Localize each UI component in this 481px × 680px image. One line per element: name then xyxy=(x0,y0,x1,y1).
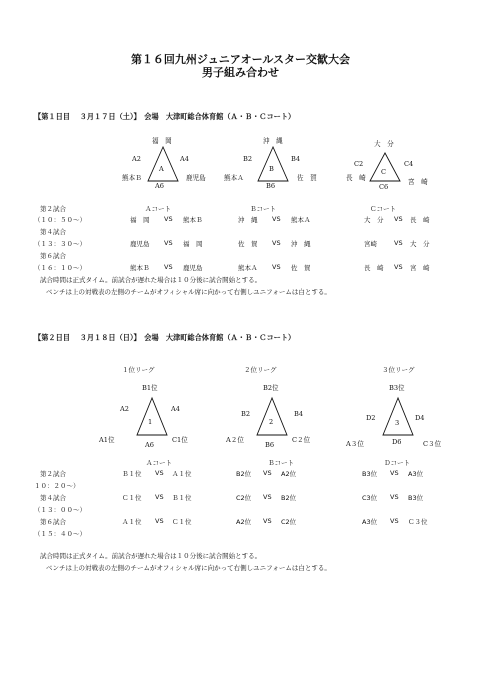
team-home: Ｃ１位 xyxy=(122,494,142,502)
group-a-tl: A2 xyxy=(132,155,141,163)
vs-label: VS xyxy=(155,469,164,477)
day2-triangle-1 xyxy=(137,398,167,435)
team-away: 佐 賀 xyxy=(291,264,311,272)
day2-match-time: （１３：００～） xyxy=(34,506,86,514)
league-3-top: B3位 xyxy=(389,384,405,392)
group-a-center: A xyxy=(159,165,164,173)
day1-court-a: Ａコート xyxy=(145,205,171,213)
league-2-name: ２位リーグ xyxy=(244,366,277,374)
vs-label: VS xyxy=(164,263,173,271)
group-a-left-team: 熊本Ｂ xyxy=(122,174,142,182)
team-away: B2位 xyxy=(281,494,297,502)
day1-header: 【第１日目 ３月１７日（土）】 会場 大津町総合体育館（Ａ・Ｂ・Ｃコート） xyxy=(34,112,296,121)
day2-match-time: （１５：４０～） xyxy=(34,530,86,538)
group-a-bottom: A6 xyxy=(155,182,164,190)
group-a-tr: A4 xyxy=(180,155,189,163)
team-away: A2位 xyxy=(281,470,297,478)
vs-label: VS xyxy=(394,239,403,247)
team-home: 沖 縄 xyxy=(238,216,258,224)
page-title: 第１６回九州ジュニアオールスター交歓大会 xyxy=(130,53,351,66)
day2-header: 【第２日目 ３月１８日（日）】 会場 大津町総合体育館（Ａ・Ｂ・Ｃコート） xyxy=(34,333,296,342)
group-b-tl: B2 xyxy=(243,155,253,163)
team-home: 宮崎 xyxy=(364,240,377,248)
day1-court-b: Ｂコート xyxy=(250,205,276,213)
day2-note-time: 試合時間は正式タイム。前試合が遅れた場合は１０分後に試合開始とする。 xyxy=(40,552,262,560)
group-b-tr: B4 xyxy=(291,155,301,163)
team-away: Ｃ３位 xyxy=(408,518,428,526)
vs-label: VS xyxy=(390,469,399,477)
group-c-center: C xyxy=(381,168,387,176)
vs-label: VS xyxy=(272,263,281,271)
team-away: A3位 xyxy=(408,470,424,478)
team-home: 大 分 xyxy=(364,216,384,224)
group-c-tl: C2 xyxy=(354,160,364,168)
day2-court-d: Ｄコート xyxy=(384,459,410,467)
team-away: B3位 xyxy=(408,494,424,502)
team-home: 長 崎 xyxy=(364,264,384,272)
team-away: 宮 崎 xyxy=(410,264,430,272)
group-c-tr: C4 xyxy=(404,160,414,168)
group-c-bottom: C6 xyxy=(379,183,389,191)
vs-label: VS xyxy=(272,239,281,247)
team-home: C3位 xyxy=(362,494,378,502)
group-a-right-team: 鹿児島 xyxy=(186,174,206,182)
league-3-center: 3 xyxy=(395,419,400,427)
day1-match-time: （１３：３０～） xyxy=(34,240,86,248)
league-3-tl: D2 xyxy=(366,414,376,422)
league-2-tr: B4 xyxy=(294,410,304,418)
day1-match-time: （１６：１０～） xyxy=(34,264,86,272)
group-c-top: 大 分 xyxy=(374,140,394,148)
day2-court-a: Ａコート xyxy=(146,459,172,467)
league-1-right: C1位 xyxy=(172,436,188,444)
league-3-tr: D4 xyxy=(415,414,425,422)
team-home: A2位 xyxy=(236,518,252,526)
league-1-name: １位リーグ xyxy=(122,366,155,374)
league-2-right: C２位 xyxy=(292,436,311,444)
league-1-tr: A4 xyxy=(171,405,180,413)
league-2-bottom: B6 xyxy=(265,441,275,449)
vs-label: VS xyxy=(390,517,399,525)
team-away: Ｃ１位 xyxy=(172,518,192,526)
day1-triangle-b xyxy=(258,147,288,181)
vs-label: VS xyxy=(394,263,403,271)
team-away: 長 崎 xyxy=(410,216,430,224)
team-away: 鹿児島 xyxy=(183,264,203,272)
team-home: 熊本Ｂ xyxy=(130,264,150,272)
group-b-top: 沖 縄 xyxy=(263,137,283,145)
league-2-top: B2位 xyxy=(263,384,279,392)
day1-match-time: （１０：５０～） xyxy=(34,216,86,224)
team-away: 大 分 xyxy=(410,240,430,248)
group-a-top: 福 岡 xyxy=(152,137,172,145)
team-home: A3位 xyxy=(362,518,378,526)
day1-triangle-a xyxy=(148,147,178,181)
group-b-right-team: 佐 賀 xyxy=(297,174,317,182)
league-1-left: A1位 xyxy=(99,436,115,444)
team-away: 熊本Ａ xyxy=(291,216,311,224)
day2-triangle-2 xyxy=(257,398,287,435)
vs-label: VS xyxy=(272,215,281,223)
league-3-left: A３位 xyxy=(346,440,364,448)
team-away: C2位 xyxy=(281,518,297,526)
vs-label: VS xyxy=(263,493,272,501)
day2-match-label: 第６試合 xyxy=(40,518,66,526)
page-subtitle: 男子組み合わせ xyxy=(202,66,279,79)
day1-court-c: Ｃコート xyxy=(370,205,396,213)
team-away: Ａ１位 xyxy=(172,470,192,478)
group-c-right-team: 宮 崎 xyxy=(408,178,428,186)
day2-court-b: Ｂコート xyxy=(268,459,294,467)
vs-label: VS xyxy=(164,239,173,247)
vs-label: VS xyxy=(155,517,164,525)
group-c-left-team: 長 崎 xyxy=(346,174,366,182)
day2-match-label: 第２試合 xyxy=(40,470,66,478)
day1-match-label: 第２試合 xyxy=(40,205,66,213)
team-home: Ａ１位 xyxy=(122,518,142,526)
team-home: 熊本Ａ xyxy=(238,264,258,272)
group-b-center: B xyxy=(269,165,274,173)
team-away: 熊本Ｂ xyxy=(183,216,203,224)
league-1-top: B1位 xyxy=(142,384,158,392)
league-2-center: 2 xyxy=(269,418,274,426)
team-home: B2位 xyxy=(236,470,252,478)
day1-triangle-c xyxy=(370,153,400,181)
league-1-bottom: A6 xyxy=(145,441,154,449)
day2-match-time: １０：２０～） xyxy=(34,482,80,490)
vs-label: VS xyxy=(155,493,164,501)
team-home: Ｂ１位 xyxy=(122,470,142,478)
team-home: 佐 賀 xyxy=(238,240,258,248)
vs-label: VS xyxy=(390,493,399,501)
league-1-center: 1 xyxy=(148,418,153,426)
team-away: Ｂ１位 xyxy=(172,494,192,502)
vs-label: VS xyxy=(394,215,403,223)
league-3-name: ３位リーグ xyxy=(382,366,415,374)
team-home: C2位 xyxy=(236,494,252,502)
team-away: 福 岡 xyxy=(183,240,203,248)
league-2-tl: B2 xyxy=(241,410,251,418)
day1-note-bench: ベンチは上の対戦表の左側のチームがオフィシャル席に向かって右側しユニフォームは白とする。 xyxy=(46,288,331,296)
vs-label: VS xyxy=(263,517,272,525)
team-away: 沖 縄 xyxy=(291,240,311,248)
vs-label: VS xyxy=(164,215,173,223)
day1-match-label: 第４試合 xyxy=(40,228,66,236)
group-b-left-team: 熊本Ａ xyxy=(224,174,244,182)
vs-label: VS xyxy=(263,469,272,477)
team-home: 鹿児島 xyxy=(130,240,150,248)
day2-match-label: 第４試合 xyxy=(40,494,66,502)
league-2-left: A２位 xyxy=(226,436,244,444)
team-home: B3位 xyxy=(362,470,378,478)
day1-match-label: 第６試合 xyxy=(40,252,66,260)
league-3-bottom: D6 xyxy=(392,438,402,446)
league-1-tl: A2 xyxy=(120,405,129,413)
group-b-bottom: B6 xyxy=(266,182,276,190)
day2-note-bench: ベンチは上の対戦表の左側のチームがオフィシャル席に向かって右側しユニフォームは白とする。 xyxy=(46,564,331,572)
team-home: 福 岡 xyxy=(130,216,150,224)
league-3-right: C３位 xyxy=(423,440,442,448)
day2-triangle-3 xyxy=(383,398,413,435)
day1-note-time: 試合時間は正式タイム。前試合が遅れた場合は１０分後に試合開始とする。 xyxy=(40,276,262,284)
